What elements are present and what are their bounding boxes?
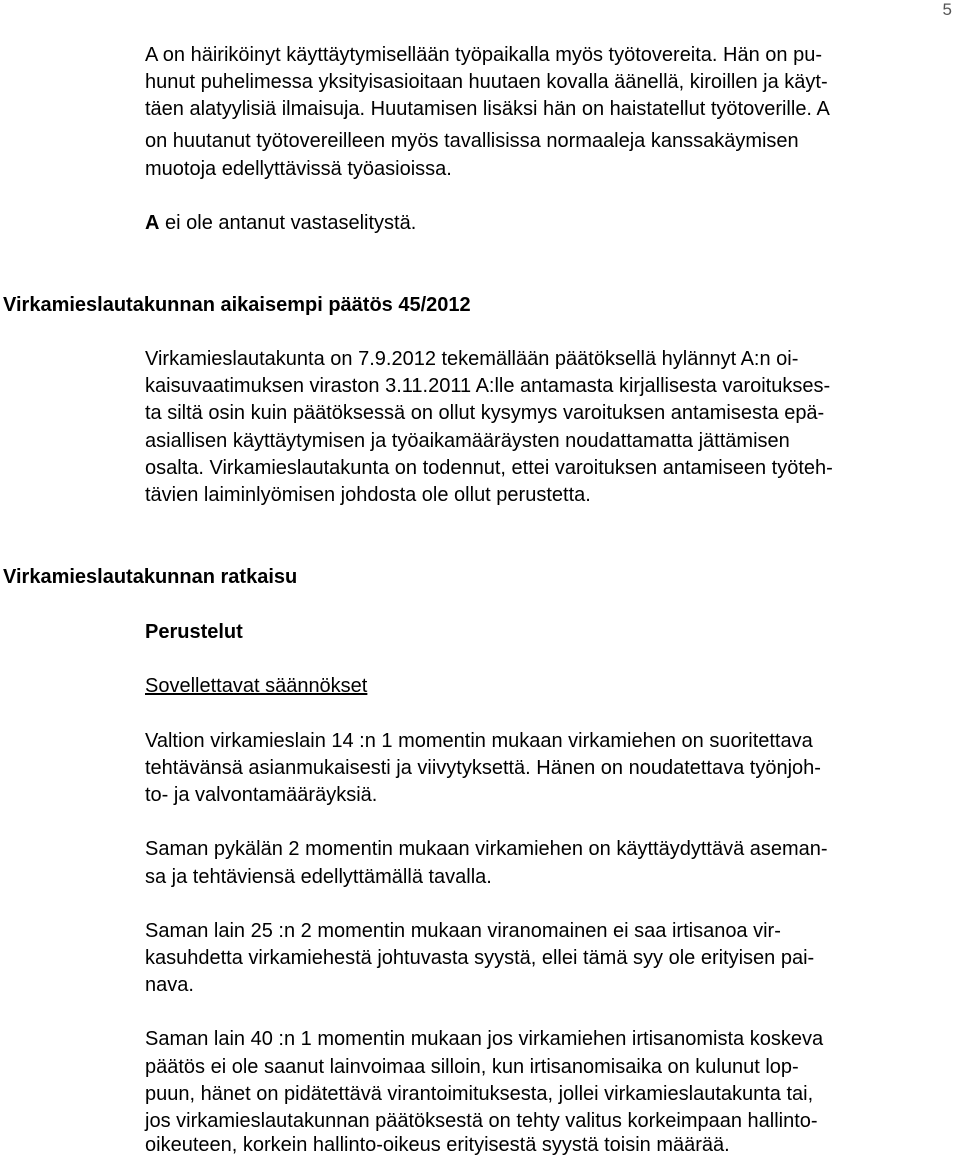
paragraph-line: Valtion virkamieslain 14 :n 1 momentin mukaan virkamiehen on suoritettava <box>145 730 813 752</box>
subheading-grounds: Perustelut <box>145 621 243 643</box>
paragraph-line: tävien laiminlyömisen johdosta ole ollut perustetta. <box>145 484 591 506</box>
section-heading: Virkamieslautakunnan aikaisempi päätös 45/2012 <box>3 294 471 316</box>
paragraph-line: A on häiriköinyt käyttäytymisellään työpaikalla myös työtovereita. Hän on pu- <box>145 44 823 66</box>
paragraph-line: täen alatyylisiä ilmaisuja. Huutamisen lisäksi hän on haistatellut työtoverille. A <box>145 98 830 120</box>
section-heading: Virkamieslautakunnan ratkaisu <box>3 566 298 588</box>
paragraph-line: ta siltä osin kuin päätöksessä on ollut kysymys varoituksen antamisesta epä- <box>145 402 825 424</box>
paragraph-line: jos virkamieslautakunnan päätöksestä on tehty valitus korkeimpaan hallinto- <box>145 1110 818 1132</box>
paragraph-line: puun, hänet on pidätettävä virantoimituksesta, jollei virkamieslautakunta tai, <box>145 1083 814 1105</box>
paragraph-line: hunut puhelimessa yksityisasioitaan huutaen kovalla äänellä, kiroillen ja käyt- <box>145 71 828 93</box>
paragraph-line: kasuhdetta virkamiehestä johtuvasta syystä, ellei tämä syy ole erityisen pai- <box>145 947 815 969</box>
no-response-line <box>145 210 416 237</box>
paragraph-line: tehtävänsä asianmukaisesti ja viivytyksettä. Hänen on noudatettava työnjoh- <box>145 757 821 779</box>
no-response-text: ei ole antanut vastaselitystä. <box>159 212 417 234</box>
subheading-provisions: Sovellettavat säännökset <box>145 675 368 697</box>
paragraph-line: sa ja tehtäviensä edellyttämällä tavalla. <box>145 866 492 888</box>
party-label: A <box>145 212 160 234</box>
paragraph-line: päätös ei ole saanut lainvoimaa silloin, kun irtisanomisaika on kulunut lop- <box>145 1056 799 1078</box>
paragraph-line: Virkamieslautakunta on 7.9.2012 tekemällään päätöksellä hylännyt A:n oi- <box>145 348 799 370</box>
page-number: 5 <box>942 0 952 19</box>
paragraph-line: kaisuvaatimuksen viraston 3.11.2011 A:lle antamasta kirjallisesta varoitukses- <box>145 375 831 397</box>
paragraph-line: asiallisen käyttäytymisen ja työaikamääräysten noudattamatta jättämisen <box>145 430 790 452</box>
paragraph-line: on huutanut työtovereilleen myös tavallisissa normaaleja kanssakäymisen <box>145 130 799 152</box>
paragraph-line: osalta. Virkamieslautakunta on todennut, ettei varoituksen antamiseen työteh- <box>145 457 833 479</box>
paragraph-line: to- ja valvontamääräyksiä. <box>145 784 378 806</box>
paragraph-line: nava. <box>145 974 194 996</box>
paragraph-line: Saman lain 40 :n 1 momentin mukaan jos virkamiehen irtisanomista koskeva <box>145 1028 824 1050</box>
paragraph-line: Saman lain 25 :n 2 momentin mukaan viranomainen ei saa irtisanoa vir- <box>145 920 781 942</box>
paragraph-line: oikeuteen, korkein hallinto-oikeus erityisestä syystä toisin määrää. <box>145 1134 730 1156</box>
paragraph-line: muotoja edellyttävissä työasioissa. <box>145 158 452 180</box>
paragraph-line: Saman pykälän 2 momentin mukaan virkamiehen on käyttäydyttävä aseman- <box>145 838 828 860</box>
